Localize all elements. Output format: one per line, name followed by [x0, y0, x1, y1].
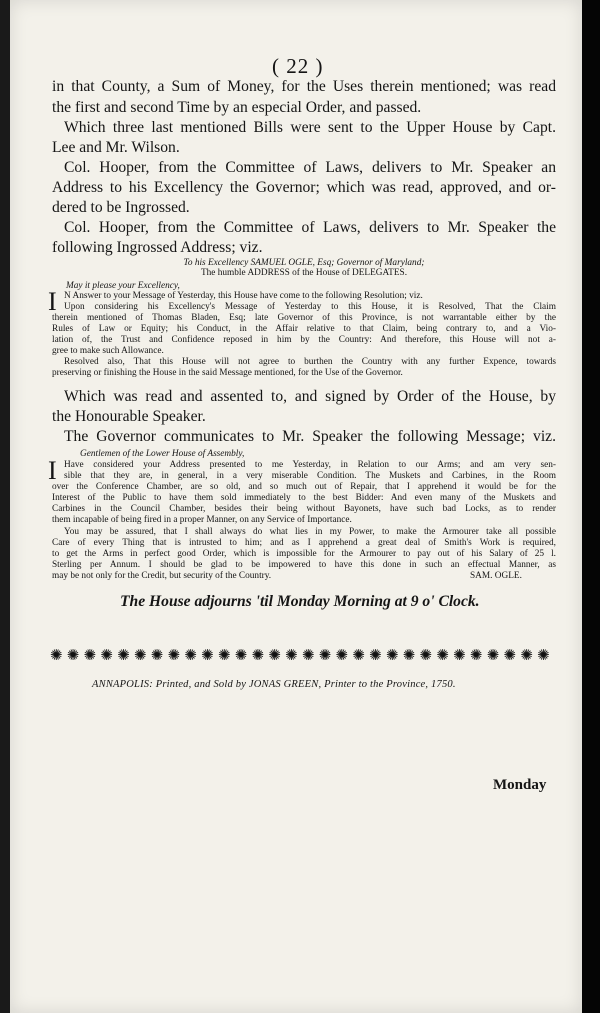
ornament: ✺: [167, 648, 181, 664]
adjournment-line: The House adjourns 'til Monday Morning at 9 o' Clock.: [120, 593, 480, 610]
text-line: You may be assured, that I shall always do what lies in my Power, to make the Armourer take all possible: [64, 527, 556, 537]
ornament: ✺: [335, 648, 349, 664]
text-line: Address to his Excellency the Governor; which was read, approved, and or-: [52, 179, 556, 196]
ornament: ✺: [385, 648, 399, 664]
ornamental-border: [50, 649, 550, 663]
text-line: N Answer to your Message of Yesterday, this House have come to the following Resolution; viz.: [64, 291, 423, 301]
ornament: ✺: [201, 648, 214, 664]
text-line: Col. Hooper, from the Committee of Laws, delivers to Mr. Speaker an: [64, 159, 556, 176]
scan-right-edge: [582, 0, 600, 1013]
text-line: Resolved also, That this House will not agree to burthen the Country with any further Expence, towards: [64, 357, 556, 367]
text-line: following Ingrossed Address; viz.: [52, 239, 263, 256]
document-page: [10, 0, 582, 1013]
text-line: The Governor communicates to Mr. Speaker the following Message; viz.: [64, 428, 556, 445]
ornament: ✺: [83, 648, 97, 664]
text-line: gree to make such Allowance.: [52, 346, 164, 356]
drop-cap: I: [48, 456, 57, 485]
ornament: ✺: [369, 648, 382, 664]
ornament: ✺: [486, 648, 500, 664]
text-line: Carbines in the Council Chamber, besides their being without Bayonets, have such bad Locks, as to render: [52, 504, 556, 514]
catchword: Monday: [493, 777, 547, 793]
ornament: ✺: [50, 648, 63, 664]
ornament: ✺: [66, 648, 80, 664]
text-line: Rules of Law or Equity; his Conduct, in the Affair relative to that Claim, being contrary to, and a Vio-: [52, 324, 556, 334]
ornament: ✺: [419, 648, 433, 664]
ornament: ✺: [520, 648, 533, 664]
text-line: sible that they are, in general, in a very miserable Condition. The Muskets and Carbines, in the Room: [64, 471, 556, 481]
text-line: Sterling per Annum. I should be glad to be impowered to have this done in such an effectual Manner, as: [52, 560, 556, 570]
text-line: Care of every Thing that is intrusted to him; and as I apprehend a great deal of Smith's Work is required,: [52, 538, 556, 548]
ornament: ✺: [217, 648, 231, 664]
text-line: preserving or finishing the House in the said Message mentioned, for the Use of the Governor.: [52, 368, 403, 378]
text-line: Lee and Mr. Wilson.: [52, 139, 180, 156]
ornament: ✺: [453, 648, 466, 664]
text-line: Which three last mentioned Bills were sent to the Upper House by Capt.: [64, 119, 556, 136]
ornament: ✺: [133, 648, 147, 664]
text-line: Col. Hooper, from the Committee of Laws, delivers to Mr. Speaker the: [64, 219, 556, 236]
text-line: Have considered your Address presented to me Yesterday, in Relation to our Arms; and am very sen-: [64, 460, 556, 470]
ornament: ✺: [503, 648, 517, 664]
message-salutation: Gentlemen of the Lower House of Assembly,: [80, 449, 245, 459]
drop-cap: I: [48, 287, 57, 316]
ornament: ✺: [268, 648, 281, 664]
text-line: may be not only for the Credit, but security of the Country.: [52, 571, 272, 581]
ornament: ✺: [301, 648, 315, 664]
ornament: ✺: [402, 648, 416, 664]
ornament: ✺: [285, 648, 298, 664]
text-line: Upon considering his Excellency's Message of Yesterday to this House, it is Resolved, That the Claim: [64, 302, 556, 312]
text-line: over the Conference Chamber, are so old, and so much out of Repair, that I apprehend it would be for the: [52, 482, 556, 492]
ornament: ✺: [318, 648, 332, 664]
ornament: ✺: [100, 648, 113, 664]
ornament: ✺: [150, 648, 164, 664]
text-line: the Honourable Speaker.: [52, 408, 206, 425]
ornament: ✺: [436, 648, 449, 664]
text-line: therein mentioned of Thomas Bladen, Esq; late Governor of this Province, is not warrantable either by the: [52, 313, 556, 323]
text-line: dered to be Ingrossed.: [52, 199, 190, 216]
text-line: lation of, the Trust and Confidence reposed in him by the Country: And therefore, this House will not a-: [52, 335, 556, 345]
ornament: ✺: [352, 648, 365, 664]
text-line: in that County, a Sum of Money, for the Uses therein mentioned; was read: [52, 78, 556, 95]
signature: SAM. OGLE.: [470, 571, 522, 581]
ornament: ✺: [251, 648, 265, 664]
imprint-line: ANNAPOLIS: Printed, and Sold by JONAS GREEN, Printer to the Province, 1750.: [92, 679, 456, 690]
address-heading: To his Excellency SAMUEL OGLE, Esq; Governor of Maryland;: [183, 258, 425, 268]
text-line: Interest of the Public to have them sold immediately to the best Bidder: And even many of the Muskets and: [52, 493, 556, 503]
text-line: them incapable of being fired in a proper Manner, on any Service of Importance.: [52, 515, 352, 525]
page-number: ( 22 ): [272, 54, 324, 78]
ornament: ✺: [469, 648, 483, 664]
text-line: Which was read and assented to, and signed by Order of the House, by: [64, 388, 556, 405]
text-line: to get the Arms in perfect good Order, which is impossible for the Armourer to pay out of his Salary of 25 l.: [52, 549, 556, 559]
ornament: ✺: [537, 648, 550, 664]
ornament: ✺: [117, 648, 130, 664]
address-salutation: May it please your Excellency,: [66, 281, 180, 291]
address-subheading: The humble ADDRESS of the House of DELEGATES.: [200, 268, 408, 278]
text-line: the first and second Time by an especial Order, and passed.: [52, 99, 422, 116]
ornament: ✺: [234, 648, 248, 664]
ornament: ✺: [184, 648, 197, 664]
scan-left-edge: [0, 0, 10, 1013]
